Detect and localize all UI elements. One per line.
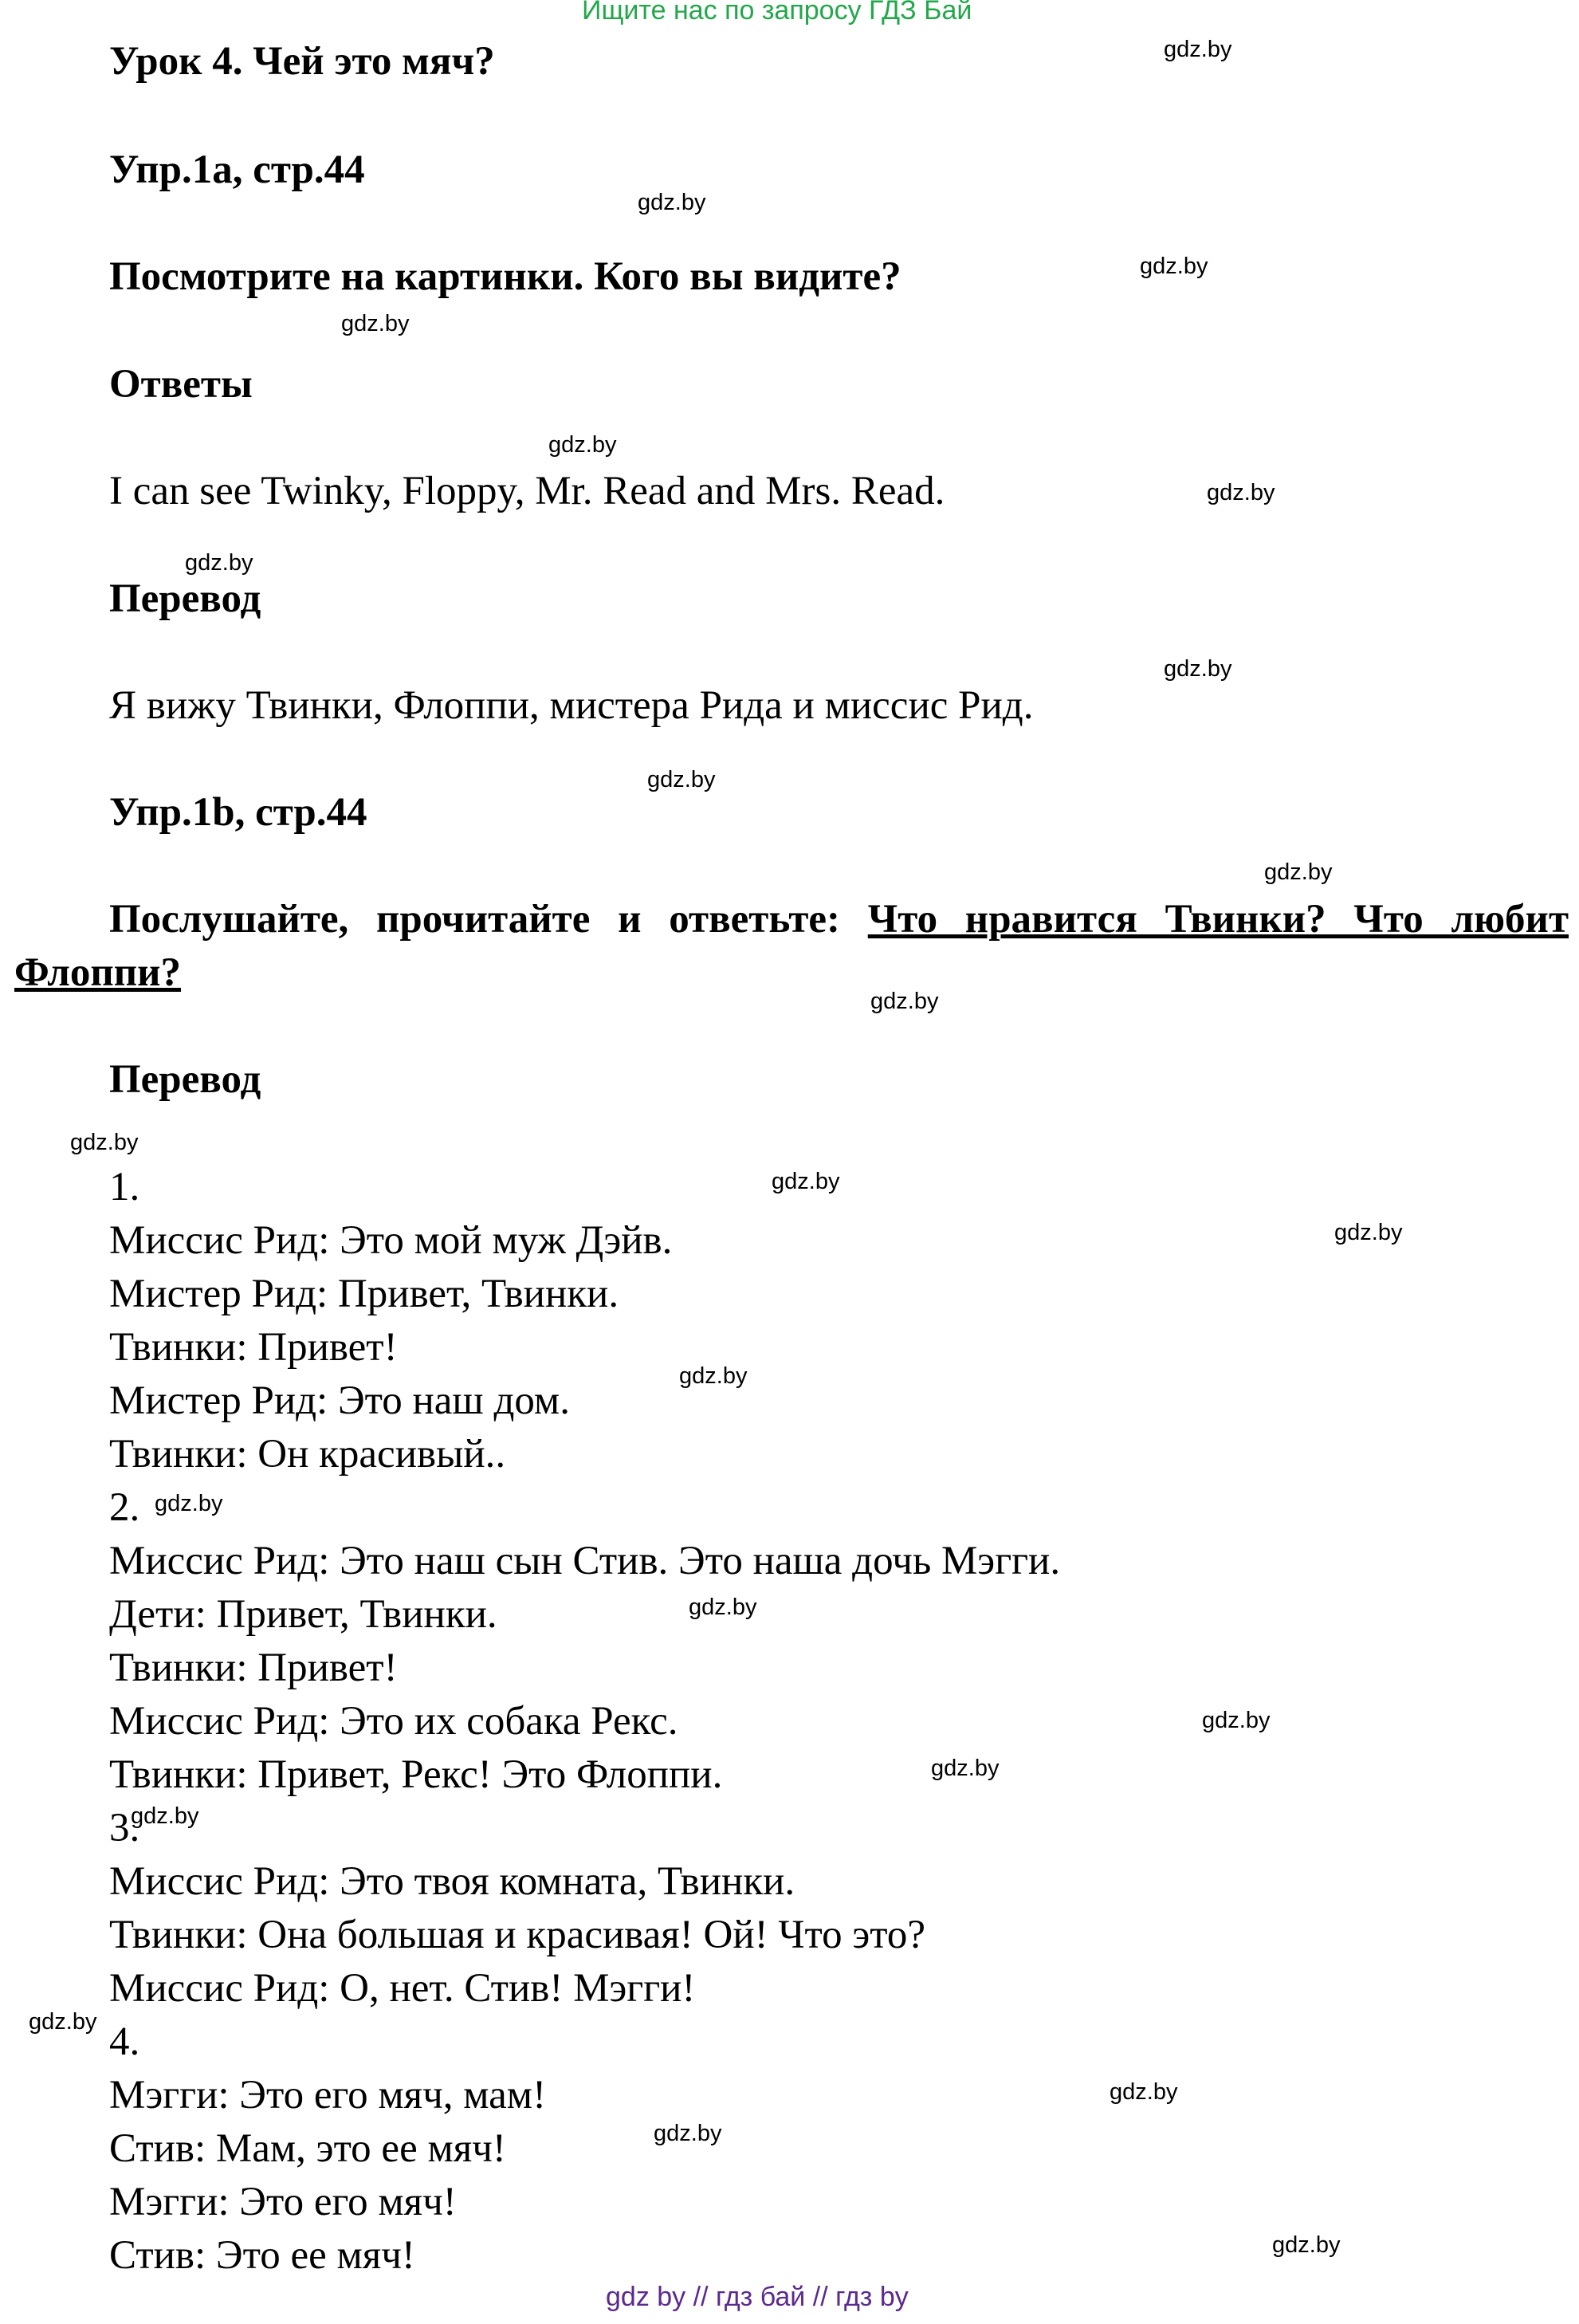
watermark: gdz.by — [647, 767, 716, 792]
dialogue-number: 4. — [109, 2019, 140, 2064]
watermark: gdz.by — [1334, 1220, 1403, 1245]
ex1b-task — [14, 893, 1569, 1000]
dialogue-line: Твинки: Привет, Рекс! Это Флоппи. — [109, 1752, 723, 1797]
watermark: gdz.by — [341, 311, 410, 336]
ex1a-heading: Упр.1a, стр.44 — [109, 147, 365, 192]
watermark: gdz.by — [131, 1803, 199, 1829]
ex1a-task: Посмотрите на картинки. Кого вы видите? — [109, 254, 901, 299]
watermark: gdz.by — [870, 989, 939, 1014]
watermark: gdz.by — [185, 550, 253, 576]
ex1a-answer: I can see Twinky, Floppy, Mr. Read and Mrs. Read. — [109, 469, 945, 513]
dialogue-number: 2. — [109, 1485, 140, 1530]
watermark: gdz.by — [689, 1595, 757, 1620]
watermark: gdz.by — [1140, 254, 1208, 279]
watermark: gdz.by — [772, 1169, 840, 1194]
watermark: gdz.by — [1110, 2079, 1178, 2105]
watermark: gdz.by — [1207, 480, 1275, 505]
dialogue-line: Стив: Это ее мяч! — [109, 2233, 415, 2278]
dialogue-line: Миссис Рид: Это мой муж Дэйв. — [109, 1218, 673, 1263]
dialogue-line: Мэгги: Это его мяч! — [109, 2180, 457, 2224]
watermark: gdz.by — [638, 190, 706, 215]
watermark: gdz.by — [155, 1491, 223, 1516]
dialogue-line: Твинки: Привет! — [109, 1646, 398, 1690]
dialogue-line: Мистер Рид: Привет, Твинки. — [109, 1272, 619, 1316]
watermark: gdz.by — [548, 432, 617, 458]
dialogue-line: Миссис Рид: Это наш сын Стив. Это наша дочь Мэгги. — [109, 1539, 1061, 1583]
watermark: gdz.by — [1164, 656, 1232, 682]
ex1b-translation-label: Перевод — [109, 1057, 261, 1102]
search-banner[interactable]: Ищите нас по запросу ГДЗ Бай — [582, 0, 972, 26]
dialogue-number: 1. — [109, 1165, 140, 1209]
watermark: gdz.by — [29, 2009, 97, 2035]
dialogue-line: Миссис Рид: Это твоя комната, Твинки. — [109, 1859, 795, 1904]
ex1b-task-plain: Послушайте, прочитайте и ответьте: — [109, 897, 868, 942]
ex1a-translation: Я вижу Твинки, Флоппи, мистера Рида и миссис Рид. — [109, 683, 1034, 728]
ex1b-task-underlined: Что нравится Твинки? Что любит Флоппи? — [14, 897, 1569, 995]
watermark: gdz.by — [931, 1756, 1000, 1781]
dialogue-line: Миссис Рид: Это их собака Рекс. — [109, 1699, 678, 1744]
ex1a-translation-label: Перевод — [109, 576, 261, 621]
dialogue-line: Твинки: Он красивый.. — [109, 1432, 506, 1477]
dialogue-line: Мистер Рид: Это наш дом. — [109, 1378, 570, 1423]
watermark: gdz.by — [679, 1363, 748, 1389]
dialogue-line: Твинки: Привет! — [109, 1325, 398, 1370]
dialogue-line: Миссис Рид: О, нет. Стив! Мэгги! — [109, 1966, 696, 2011]
watermark: gdz.by — [654, 2121, 722, 2146]
lesson-title: Урок 4. Чей это мяч? — [109, 39, 495, 84]
watermark: gdz.by — [70, 1130, 139, 1155]
ex1a-answers-label: Ответы — [109, 362, 253, 407]
watermark: gdz.by — [1164, 37, 1232, 62]
dialogue-line: Твинки: Она большая и красивая! Ой! Что это? — [109, 1913, 926, 1957]
watermark: gdz.by — [1202, 1708, 1271, 1733]
watermark: gdz.by — [1264, 859, 1333, 885]
ex1b-heading: Упр.1b, стр.44 — [109, 790, 367, 835]
dialogue-line: Дети: Привет, Твинки. — [109, 1592, 497, 1637]
watermark: gdz.by — [1272, 2232, 1341, 2258]
dialogue-line: Мэгги: Это его мяч, мам! — [109, 2073, 547, 2118]
footer-links[interactable]: gdz by // гдз бай // гдз by — [606, 2282, 909, 2312]
dialogue-number: 3. — [109, 1806, 140, 1850]
dialogue-line: Стив: Мам, это ее мяч! — [109, 2126, 506, 2171]
